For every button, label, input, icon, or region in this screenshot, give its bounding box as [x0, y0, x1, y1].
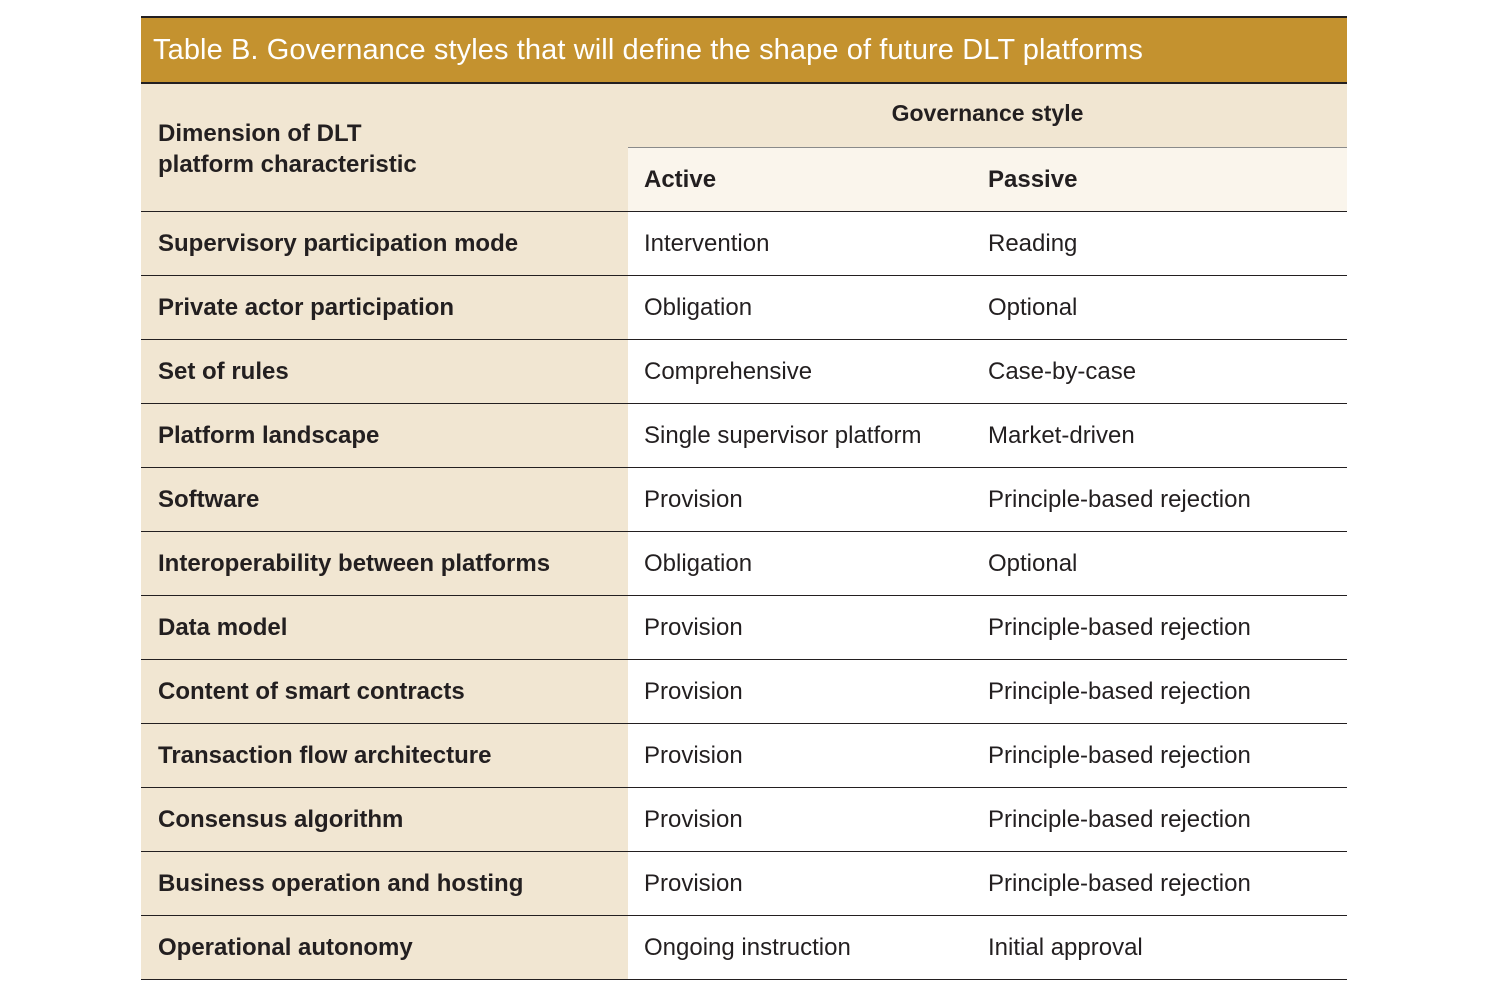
active-column-header: Active	[644, 165, 717, 193]
dimension-cell: Content of smart contracts	[141, 660, 628, 723]
table-row	[141, 724, 1347, 788]
dimension-cell: Transaction flow architecture	[141, 724, 628, 787]
table-row	[141, 596, 1347, 660]
active-cell: Single supervisor platform	[644, 421, 922, 449]
table-row	[141, 532, 1347, 596]
passive-cell: Case-by-case	[988, 357, 1137, 385]
dimension-cell: Consensus algorithm	[141, 788, 628, 851]
table-row	[141, 660, 1347, 724]
table-row	[141, 276, 1347, 340]
dimension-cell: Software	[141, 468, 628, 531]
dimension-column-header: Dimension of DLT platform characteristic	[141, 84, 628, 211]
table-row	[141, 468, 1347, 532]
passive-cell: Reading	[988, 229, 1078, 257]
dimension-cell: Data model	[141, 596, 628, 659]
passive-cell: Market-driven	[988, 421, 1135, 449]
table-row	[141, 916, 1347, 980]
passive-column-header: Passive	[988, 165, 1078, 193]
dimension-cell: Set of rules	[141, 340, 628, 403]
active-cell: Provision	[644, 485, 743, 513]
dimension-cell: Interoperability between platforms	[141, 532, 628, 595]
passive-cell: Principle-based rejection	[988, 741, 1251, 769]
passive-cell: Optional	[988, 549, 1078, 577]
active-cell: Provision	[644, 613, 743, 641]
active-cell: Provision	[644, 741, 743, 769]
table-row	[141, 340, 1347, 404]
active-cell: Provision	[644, 869, 743, 897]
table-row	[141, 212, 1347, 276]
passive-cell: Principle-based rejection	[988, 805, 1251, 833]
passive-cell: Principle-based rejection	[988, 869, 1251, 897]
governance-style-subheader	[628, 148, 1347, 211]
active-cell: Provision	[644, 677, 743, 705]
table-body	[141, 212, 1347, 980]
passive-cell: Principle-based rejection	[988, 613, 1251, 641]
dimension-cell: Business operation and hosting	[141, 852, 628, 915]
dimension-cell: Operational autonomy	[141, 916, 628, 979]
dimension-cell: Platform landscape	[141, 404, 628, 467]
active-cell: Intervention	[644, 229, 770, 257]
passive-cell: Principle-based rejection	[988, 485, 1251, 513]
passive-cell: Principle-based rejection	[988, 677, 1251, 705]
table-row	[141, 852, 1347, 916]
dimension-cell: Supervisory participation mode	[141, 212, 628, 275]
table-row	[141, 788, 1347, 852]
active-cell: Ongoing instruction	[644, 933, 851, 961]
governance-style-header	[628, 84, 1347, 211]
active-cell: Obligation	[644, 293, 753, 321]
governance-table	[141, 16, 1347, 980]
governance-style-group-label: Governance style	[628, 84, 1347, 148]
table-header	[141, 84, 1347, 212]
table-row	[141, 404, 1347, 468]
active-cell: Comprehensive	[644, 357, 813, 385]
active-cell: Provision	[644, 805, 743, 833]
passive-cell: Optional	[988, 293, 1078, 321]
dimension-cell: Private actor participation	[141, 276, 628, 339]
passive-cell: Initial approval	[988, 933, 1143, 961]
table-title: Table B. Governance styles that will define the shape of future DLT platforms	[141, 16, 1347, 84]
active-cell: Obligation	[644, 549, 753, 577]
